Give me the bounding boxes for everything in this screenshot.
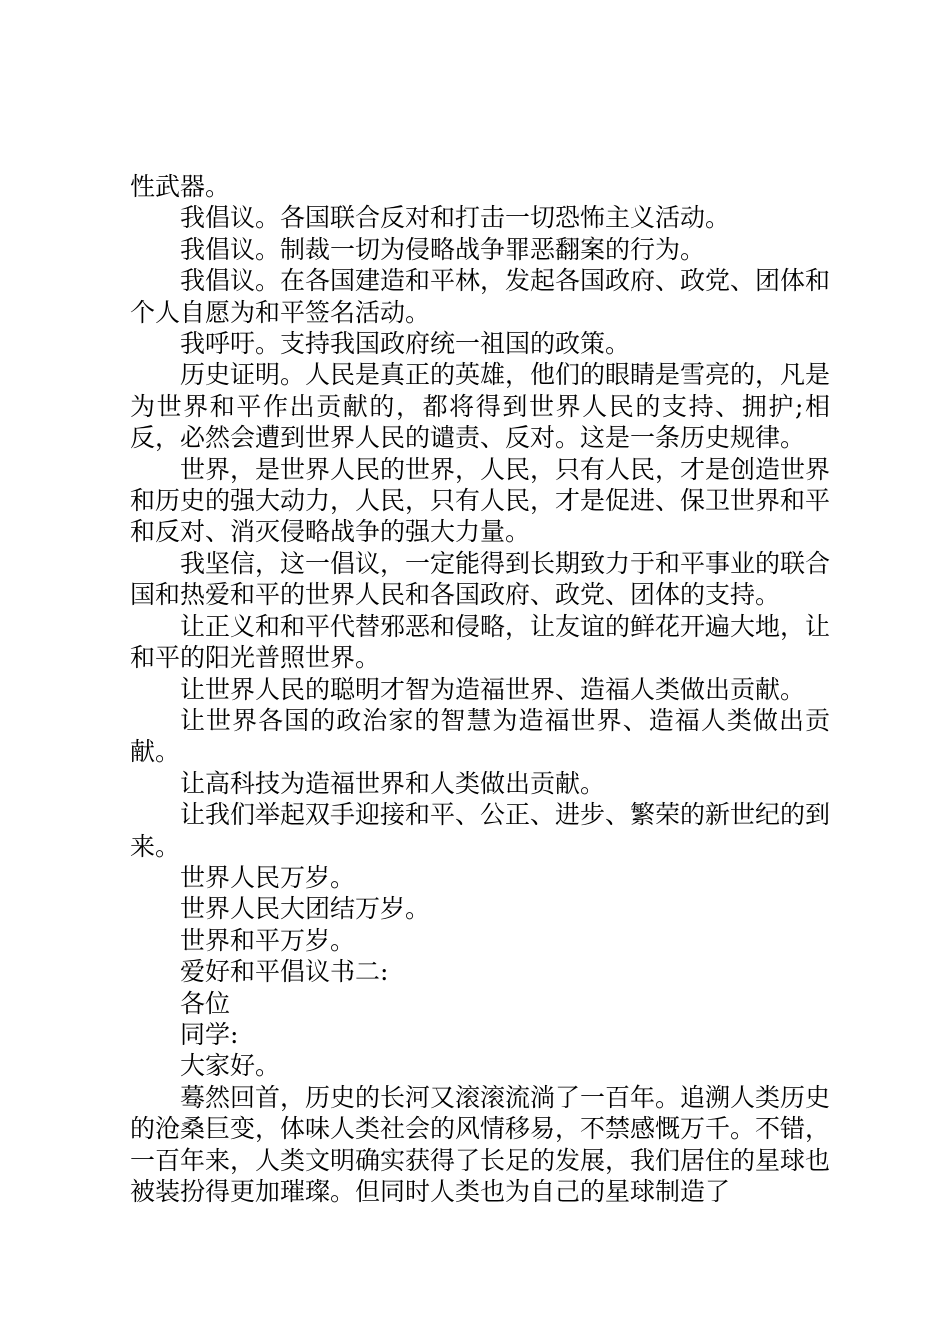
paragraph-wisdom-politicians: 让世界各国的政治家的智慧为造福世界、造福人类做出贡献。 <box>130 705 830 767</box>
paragraph-history-proves: 历史证明。人民是真正的英雄，他们的眼睛是雪亮的，凡是为世界和平作出贡献的，都将得到世界人民的支持、拥护;相反，必然会遭到世界人民的谴责、反对。这是一条历史规律。 <box>130 360 831 453</box>
salutation-line-1: 各位 <box>180 988 231 1018</box>
paragraph-proposal-peace-forest: 我倡议。在各国建造和平林，发起各国政府、政党、团体和个人自愿为和平签名活动。 <box>130 266 831 327</box>
paragraph-continuation: 性武器。 <box>130 172 231 201</box>
paragraph-high-tech: 让高科技为造福世界和人类做出贡献。 <box>180 768 606 798</box>
greeting: 大家好。 <box>180 1051 281 1081</box>
paragraph-looking-back: 蓦然回首，历史的长河又滚滚流淌了一百年。追溯人类历史的沧桑巨变，体味人类社会的风情移易，不禁感慨万千。不错，一百年来，人类文明确实获得了长足的发展，我们居住的星球也被装扮得更加璀璨。但同时人类也为自己的星球制造了 <box>130 1082 831 1206</box>
paragraph-wisdom-people: 让世界人民的聪明才智为造福世界、造福人类做出贡献。 <box>180 674 806 704</box>
paragraph-appeal-reunification: 我呼吁。支持我国政府统一祖国的政策。 <box>180 329 631 359</box>
paragraph-slogan-people: 世界人民万岁。 <box>180 862 356 892</box>
salutation-line-2: 同学: <box>180 1019 239 1049</box>
paragraph-proposal-antiterror: 我倡议。各国联合反对和打击一切恐怖主义活动。 <box>180 203 731 233</box>
paragraph-world-people: 世界，是世界人民的世界，人民，只有人民，才是创造世界和历史的强大动力，人民，只有人民，才是促进、保卫世界和平和反对、消灭侵略战争的强大力量。 <box>130 454 831 547</box>
paragraph-new-century: 让我们举起双手迎接和平、公正、进步、繁荣的新世纪的到来。 <box>130 800 831 861</box>
paragraph-justice-peace: 让正义和和平代替邪恶和侵略，让友谊的鲜花开遍大地，让和平的阳光普照世界。 <box>130 611 831 673</box>
paragraph-slogan-unity: 世界人民大团结万岁。 <box>180 894 431 924</box>
paragraph-proposal-sanctions: 我倡议。制裁一切为侵略战争罪恶翻案的行为。 <box>180 234 706 264</box>
section-heading-proposal-two: 爱好和平倡议书二: <box>180 957 389 987</box>
paragraph-slogan-peace: 世界和平万岁。 <box>180 925 356 955</box>
document-body <box>130 171 830 1207</box>
paragraph-belief: 我坚信，这一倡议，一定能得到长期致力于和平事业的联合国和热爱和平的世界人民和各国政府、政党、团体的支持。 <box>130 548 831 610</box>
